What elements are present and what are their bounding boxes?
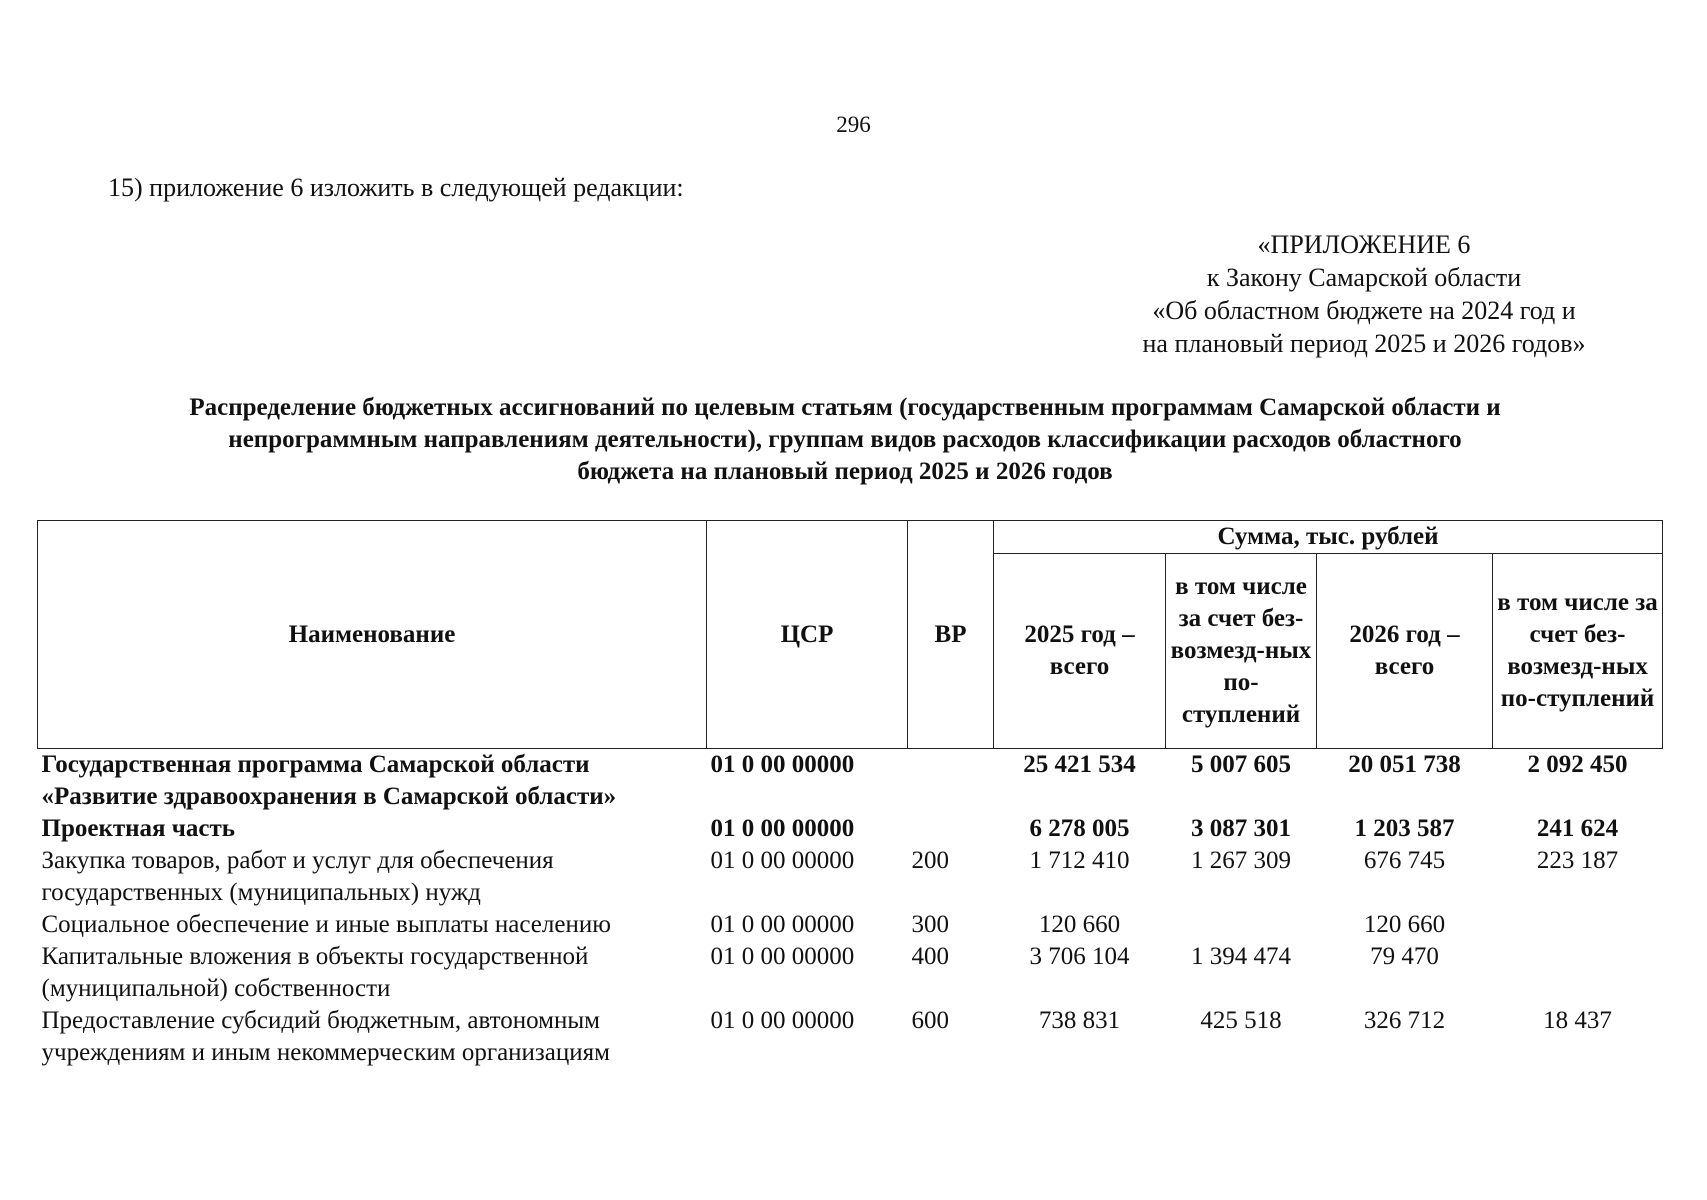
- page-number: 296: [836, 112, 871, 137]
- header-2026-grants: в том числе за счет без-возмезд-ных по-ступлений: [1493, 554, 1663, 749]
- appendix-line-1: «ПРИЛОЖЕНИЕ 6: [1257, 230, 1471, 259]
- row-2026-grants: 241 624: [1536, 815, 1619, 842]
- row-2026-grants: [1493, 941, 1663, 1005]
- row-csr: 01 0 00 00000: [710, 751, 855, 778]
- row-2026-total: 20 051 738: [1348, 751, 1461, 778]
- row-2025-total: 1 712 410: [1029, 847, 1130, 874]
- header-2026-total: 2026 год – всего: [1317, 554, 1493, 749]
- table-row: [38, 749, 1663, 814]
- title-line-3: бюджета на плановый период 2025 и 2026 годов: [577, 458, 1113, 485]
- table-row: [38, 845, 1663, 909]
- row-vr: 300: [911, 911, 949, 938]
- row-vr: 400: [911, 943, 949, 970]
- row-2025-grants: 3 087 301: [1191, 815, 1291, 842]
- row-vr: 600: [911, 1007, 949, 1034]
- table-row: [38, 813, 1663, 845]
- row-2025-grants: 1 267 309: [1191, 847, 1291, 874]
- row-name: Закупка товаров, работ и услуг для обеспечения государственных (муниципальных) нужд: [41, 847, 554, 906]
- row-name: Государственная программа Самарской области «Развитие здравоохранения в Самарской области»: [41, 751, 617, 810]
- row-2026-total: 326 712: [1363, 1007, 1446, 1034]
- row-2025-total: 3 706 104: [1029, 943, 1130, 970]
- row-2026-grants: 223 187: [1536, 847, 1619, 874]
- row-2025-total: 120 660: [1038, 911, 1121, 938]
- row-2025-total: 25 421 534: [1023, 751, 1136, 778]
- row-2025-total: 6 278 005: [1029, 815, 1130, 842]
- row-csr: 01 0 00 00000: [710, 911, 855, 938]
- row-csr: 01 0 00 00000: [710, 1007, 855, 1034]
- row-csr: 01 0 00 00000: [710, 943, 855, 970]
- appendix-line-4: на плановый период 2025 и 2026 годов»: [1142, 329, 1586, 358]
- row-2026-total: 120 660: [1363, 911, 1446, 938]
- header-csr: ЦСР: [707, 521, 908, 749]
- title-line-1: Распределение бюджетных ассигнований по целевым статьям (государственным программам Самарской области и: [189, 394, 1501, 421]
- header-2025-grants: в том числе за счет без-возмезд-ных по-ступлений: [1166, 554, 1317, 749]
- row-2026-total: 79 470: [1370, 943, 1439, 970]
- row-2026-grants: 18 437: [1543, 1007, 1612, 1034]
- row-2025-grants: 5 007 605: [1191, 751, 1291, 778]
- row-name: Проектная часть: [41, 815, 236, 842]
- row-csr: 01 0 00 00000: [710, 847, 855, 874]
- appendix-line-2: к Закону Самарской области: [1206, 263, 1522, 292]
- row-name: Предоставление субсидий бюджетным, автономным учреждениям и иным некоммерческим организациям: [41, 1007, 610, 1066]
- row-vr: [908, 813, 994, 845]
- row-2026-grants: 2 092 450: [1527, 751, 1628, 778]
- header-sum-group: Сумма, тыс. рублей: [994, 521, 1663, 554]
- amendment-text: 15) приложение 6 изложить в следующей редакции:: [108, 173, 684, 202]
- row-2025-grants: [1166, 909, 1317, 941]
- document-title: [60, 392, 1630, 488]
- header-name: Наименование: [38, 521, 707, 749]
- row-2026-total: 676 745: [1363, 847, 1446, 874]
- appendix-heading: [1084, 228, 1644, 360]
- row-name: Капитальные вложения в объекты государственной (муниципальной) собственности: [41, 943, 589, 1002]
- row-2025-grants: 1 394 474: [1191, 943, 1291, 970]
- row-2025-grants: 425 518: [1200, 1007, 1282, 1034]
- row-name: Социальное обеспечение и иные выплаты населению: [41, 911, 611, 938]
- header-2025-total: 2025 год – всего: [994, 554, 1166, 749]
- row-2026-total: 1 203 587: [1354, 815, 1455, 842]
- title-line-2: непрограммным направлениям деятельности), группам видов расходов классификации расходов областного: [228, 426, 1462, 453]
- row-vr: [908, 749, 994, 814]
- row-vr: 200: [911, 847, 949, 874]
- row-2026-grants: [1493, 909, 1663, 941]
- header-vr: ВР: [908, 521, 994, 749]
- appendix-line-3: «Об областном бюджете на 2024 год и: [1152, 296, 1576, 325]
- table-row: [38, 1005, 1663, 1069]
- row-csr: 01 0 00 00000: [710, 815, 855, 842]
- header-row-1: [38, 521, 1663, 554]
- row-2025-total: 738 831: [1038, 1007, 1121, 1034]
- table-row: [38, 941, 1663, 1005]
- budget-table: [37, 520, 1663, 1069]
- table-row: [38, 909, 1663, 941]
